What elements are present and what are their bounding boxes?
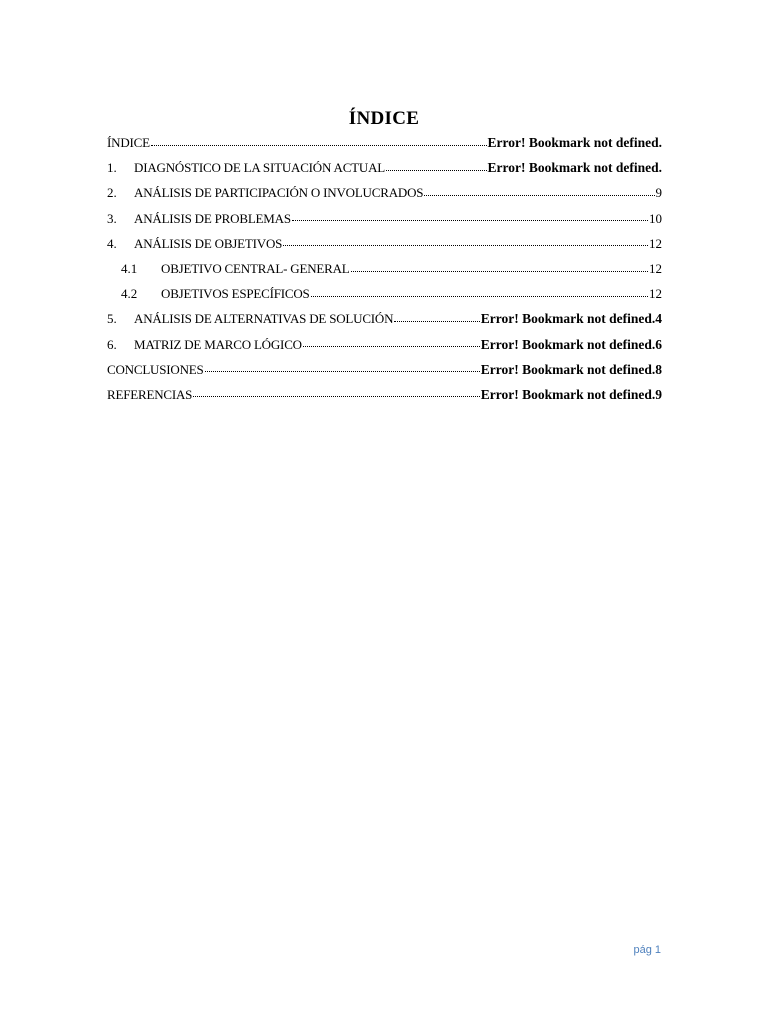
toc-entry-number: 2. [107, 185, 117, 201]
toc-entry-label: CONCLUSIONES [107, 361, 204, 377]
toc-entry-number: 4.1 [121, 260, 138, 276]
toc-entry-label: ANÁLISIS DE ALTERNATIVAS DE SOLUCIÓN [134, 311, 394, 327]
toc-entry-number: 4. [107, 235, 117, 251]
toc-entry-participacion[interactable] [107, 180, 662, 205]
toc-entry-label: OBJETIVO CENTRAL- GENERAL [161, 260, 350, 276]
dot-leader [311, 288, 648, 300]
toc-entry-marco-logico[interactable] [107, 332, 662, 357]
toc-entry-page: Error! Bookmark not defined. [487, 160, 662, 176]
toc-entry-label: ANÁLISIS DE PROBLEMAS [134, 210, 291, 226]
dot-leader [292, 212, 648, 224]
dot-leader [205, 363, 480, 375]
toc-entry-label: ÍNDICE [107, 135, 150, 150]
toc-entry-objetivos-especificos[interactable] [107, 281, 662, 306]
toc-entry-page: 12 [649, 286, 662, 302]
toc-entry-label: REFERENCIAS [107, 386, 193, 402]
toc-entry-page: 12 [649, 235, 662, 251]
dot-leader [283, 237, 648, 249]
toc-entry-page: 9 [655, 185, 662, 201]
toc-entry-number: 3. [107, 210, 117, 226]
toc-entry-objetivo-central[interactable] [107, 256, 662, 281]
dot-leader [303, 338, 480, 350]
toc-entry-number: 6. [107, 336, 117, 352]
toc-entry-conclusiones[interactable] [107, 357, 662, 382]
toc-entry-page: Error! Bookmark not defined.6 [480, 336, 662, 352]
dot-leader [394, 313, 479, 325]
dot-leader [386, 162, 486, 174]
page-title: ÍNDICE [348, 108, 420, 129]
toc-entry-page: Error! Bookmark not defined. [487, 135, 662, 150]
toc-entry-page: 10 [649, 210, 662, 226]
toc-entry-label: ANÁLISIS DE OBJETIVOS [134, 235, 283, 251]
toc-entry-label: ANÁLISIS DE PARTICIPACIÓN O INVOLUCRADOS [134, 185, 424, 201]
toc-entry-page: 12 [649, 260, 662, 276]
toc-entry-alternativas[interactable] [107, 306, 662, 331]
toc-entry-indice[interactable] [107, 130, 662, 155]
dot-leader [351, 263, 648, 275]
toc-entry-diagnostico[interactable] [107, 155, 662, 180]
dot-leader [151, 137, 487, 149]
toc-entry-page: Error! Bookmark not defined.8 [480, 361, 662, 377]
toc-entry-number: 5. [107, 311, 117, 327]
dot-leader [193, 388, 480, 400]
toc-entry-number: 4.2 [121, 286, 138, 302]
toc-entry-page: Error! Bookmark not defined.4 [480, 311, 662, 327]
table-of-contents [107, 130, 662, 407]
dot-leader [424, 187, 654, 199]
toc-entry-problemas[interactable] [107, 206, 662, 231]
page-number-footer: pág 1 [633, 944, 661, 956]
toc-entry-label: OBJETIVOS ESPECÍFICOS [161, 286, 310, 302]
toc-entry-label: DIAGNÓSTICO DE LA SITUACIÓN ACTUAL [134, 160, 386, 176]
toc-entry-objetivos[interactable] [107, 231, 662, 256]
toc-entry-label: MATRIZ DE MARCO LÓGICO [134, 336, 302, 352]
toc-entry-referencias[interactable] [107, 382, 662, 407]
toc-entry-number: 1. [107, 160, 117, 176]
toc-entry-page: Error! Bookmark not defined.9 [480, 386, 662, 402]
